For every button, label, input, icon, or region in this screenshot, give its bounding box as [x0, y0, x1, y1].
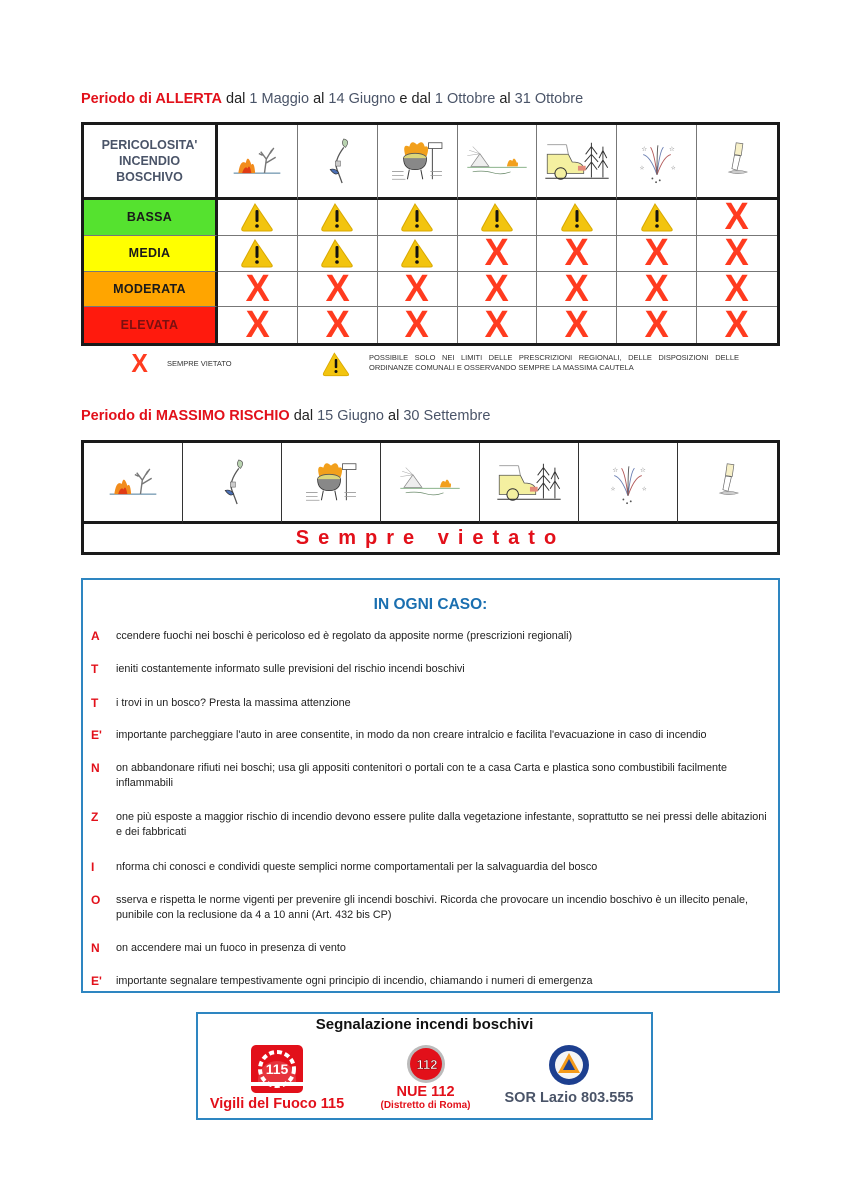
rule-item: N on abbandonare rifiuti nei boschi; usa gli appositi contenitori o portali con te a casa Carta e plastica sono combustibili facilmente inflammabili	[91, 761, 727, 789]
warning-triangle-icon	[239, 238, 275, 268]
svg-text:☆: ☆	[612, 466, 619, 474]
risk-level-label: MEDIA	[128, 246, 171, 261]
rules-title: IN OGNI CASO:	[373, 596, 488, 613]
protezione-civile-logo-icon	[548, 1044, 590, 1086]
rule-item: E' importante segnalare tempestivamente ogni principio di incendio, chiamando i numeri di emergenza	[91, 974, 593, 988]
table-cell	[697, 200, 777, 236]
legend	[81, 348, 780, 378]
rule-item: E' importante parcheggiare l'auto in aree consentite, in modo da non creare intralcio e facilita l'evacuazione in caso di incendio	[91, 728, 707, 742]
table-cell	[218, 236, 298, 272]
table-cell	[697, 236, 777, 272]
prohibited-x-icon: X	[405, 271, 430, 308]
warning-triangle-icon	[399, 202, 435, 232]
prohibited-x-icon: X	[131, 348, 148, 378]
warning-triangle-icon	[639, 202, 675, 232]
risk-level-bassa	[84, 200, 218, 236]
car-in-forest-icon	[480, 443, 579, 524]
risk-level-label: BASSA	[126, 210, 173, 225]
prohibited-x-icon: X	[564, 235, 589, 272]
legend-warning-label: POSSIBILE SOLO NEI LIMITI DELLE PRESCRIZIONI REGIONALI, DELLE DISPOSIZIONI DELLE ORDINANZE COMUNALI E OSSERVANDO SEMPRE LA MASSIMA CAUTELA	[369, 353, 739, 372]
prohibited-x-icon: X	[405, 307, 430, 343]
table-cell	[697, 272, 777, 308]
table-cell	[537, 307, 617, 343]
cigarette-icon	[697, 125, 777, 200]
prohibited-x-icon: X	[564, 271, 589, 308]
car-in-forest-icon	[537, 125, 617, 200]
table-cell	[378, 272, 458, 308]
table-cell	[537, 200, 617, 236]
table-cell	[298, 307, 378, 343]
vigili-fuoco-115-logo-icon	[250, 1044, 304, 1094]
massimo-rischio-table	[81, 440, 780, 555]
rule-item: O sserva e rispetta le norme vigenti per prevenire gli incendi boschivi. Ricorda che provocare un incendio boschivo è un illecito penale, punibile con la reclusione da 4 a 10 anni (Art. 432 bis CP)	[91, 893, 748, 921]
svg-text:115: 115	[265, 1061, 289, 1077]
prohibited-x-icon: X	[644, 307, 669, 343]
campfire-icon	[84, 443, 183, 524]
table-cell	[218, 307, 298, 343]
prohibited-x-icon: X	[644, 235, 669, 272]
prohibited-x-icon: X	[725, 200, 750, 236]
rule-item: A ccendere fuochi nei boschi è pericoloso ed è regolato da apposite norme (prescrizioni regionali)	[91, 629, 573, 643]
svg-text:☆: ☆	[670, 165, 676, 172]
allerta-risk-table	[81, 122, 780, 346]
rule-item: T i trovi in un bosco? Presta la massima attenzione	[91, 696, 351, 710]
table-cell	[617, 272, 697, 308]
legend-prohibited-label: SEMPRE VIETATO	[167, 359, 232, 368]
warning-triangle-icon	[559, 202, 595, 232]
warning-triangle-icon	[319, 238, 355, 268]
rule-item: Z one più esposte a maggior rischio di incendio devono essere pulite dalla vegetazione infestante, soprattutto se nei pressi delle abitazioni e dei fabbricati	[91, 810, 767, 838]
table-cell	[378, 236, 458, 272]
contact-nue-112[interactable]: 112 NUE 112 (Distretto di Roma)	[358, 1044, 493, 1111]
torch-icon	[298, 125, 378, 200]
nue-112-logo-icon	[406, 1044, 446, 1084]
prohibited-x-icon: X	[245, 271, 270, 308]
massimo-rischio-period-heading: Periodo di MASSIMO RISCHIO dal 15 Giugno al 30 Settembre	[81, 408, 491, 424]
prohibited-x-icon: X	[484, 307, 510, 343]
table-cell	[617, 236, 697, 272]
report-fires-box	[196, 1012, 653, 1120]
rule-item: T ieniti costantemente informato sulle previsioni del rischio incendi boschivi	[91, 662, 465, 676]
prohibited-x-icon: X	[725, 307, 750, 343]
table-cell	[537, 236, 617, 272]
prohibited-x-icon: X	[725, 235, 750, 272]
prohibited-x-icon: X	[484, 271, 510, 308]
report-title: Segnalazione incendi boschivi	[315, 1016, 534, 1033]
risk-level-media	[84, 236, 218, 272]
table-cell	[537, 272, 617, 308]
prohibited-x-icon: X	[484, 235, 510, 272]
campfire-icon	[218, 125, 298, 200]
table-cell	[298, 200, 378, 236]
table-cell	[617, 307, 697, 343]
table-cell	[218, 272, 298, 308]
fireworks-icon	[617, 125, 697, 200]
barbecue-icon	[282, 443, 381, 524]
risk-level-label: ELEVATA	[120, 318, 179, 333]
table-cell	[458, 272, 538, 308]
risk-level-label: MODERATA	[113, 281, 186, 296]
table-cell	[378, 307, 458, 343]
prohibited-x-icon: X	[325, 307, 350, 343]
svg-text:112: 112	[416, 1057, 437, 1072]
torch-icon	[183, 443, 282, 524]
always-prohibited-banner: Sempre vietato	[295, 526, 566, 549]
allerta-period-heading: Periodo di ALLERTA dal 1 Maggio al 14 Giugno e dal 1 Ottobre al 31 Ottobre	[81, 91, 584, 107]
table-cell	[458, 236, 538, 272]
warning-triangle-icon	[479, 202, 515, 232]
table-cell	[458, 307, 538, 343]
rule-item: I nforma chi conosci e condividi queste semplici norme comportamentali per la salvaguardia del bosco	[91, 860, 598, 874]
prohibited-x-icon: X	[725, 271, 750, 308]
fireworks-icon	[579, 443, 678, 524]
contact-sor-lazio[interactable]: SOR Lazio 803.555	[494, 1044, 644, 1106]
svg-text:☆: ☆	[610, 486, 616, 493]
rules-box	[81, 578, 780, 993]
allerta-label: ALLERTA	[155, 91, 222, 107]
table-header-label: PERICOLOSITA' INCENDIO BOSCHIVO	[84, 125, 218, 200]
contact-vigili-fuoco[interactable]: 115 Vigili del Fuoco 115	[202, 1044, 352, 1112]
camping-fire-icon	[381, 443, 480, 524]
massimo-rischio-label: MASSIMO RISCHIO	[155, 408, 290, 424]
warning-triangle-icon	[239, 202, 275, 232]
risk-level-moderata	[84, 272, 218, 308]
svg-text:☆: ☆	[641, 145, 647, 153]
risk-level-elevata	[84, 307, 218, 343]
svg-text:☆: ☆	[668, 145, 675, 153]
table-cell	[298, 272, 378, 308]
svg-text:☆: ☆	[639, 466, 646, 474]
table-cell	[697, 307, 777, 343]
barbecue-icon	[378, 125, 458, 200]
warning-triangle-icon	[399, 238, 435, 268]
table-cell	[298, 236, 378, 272]
camping-fire-icon	[458, 125, 538, 200]
table-cell	[218, 200, 298, 236]
table-cell	[378, 200, 458, 236]
prohibited-x-icon: X	[564, 307, 589, 343]
prohibited-x-icon: X	[325, 271, 350, 308]
table-cell	[458, 200, 538, 236]
warning-triangle-icon	[319, 202, 355, 232]
table-cell	[617, 200, 697, 236]
warning-triangle-icon	[321, 351, 351, 377]
rule-item: N on accendere mai un fuoco in presenza di vento	[91, 941, 346, 955]
svg-text:☆: ☆	[641, 486, 647, 493]
prohibited-x-icon: X	[245, 307, 270, 343]
cigarette-icon	[678, 443, 777, 524]
svg-text:☆: ☆	[639, 165, 645, 172]
prohibited-x-icon: X	[644, 271, 669, 308]
